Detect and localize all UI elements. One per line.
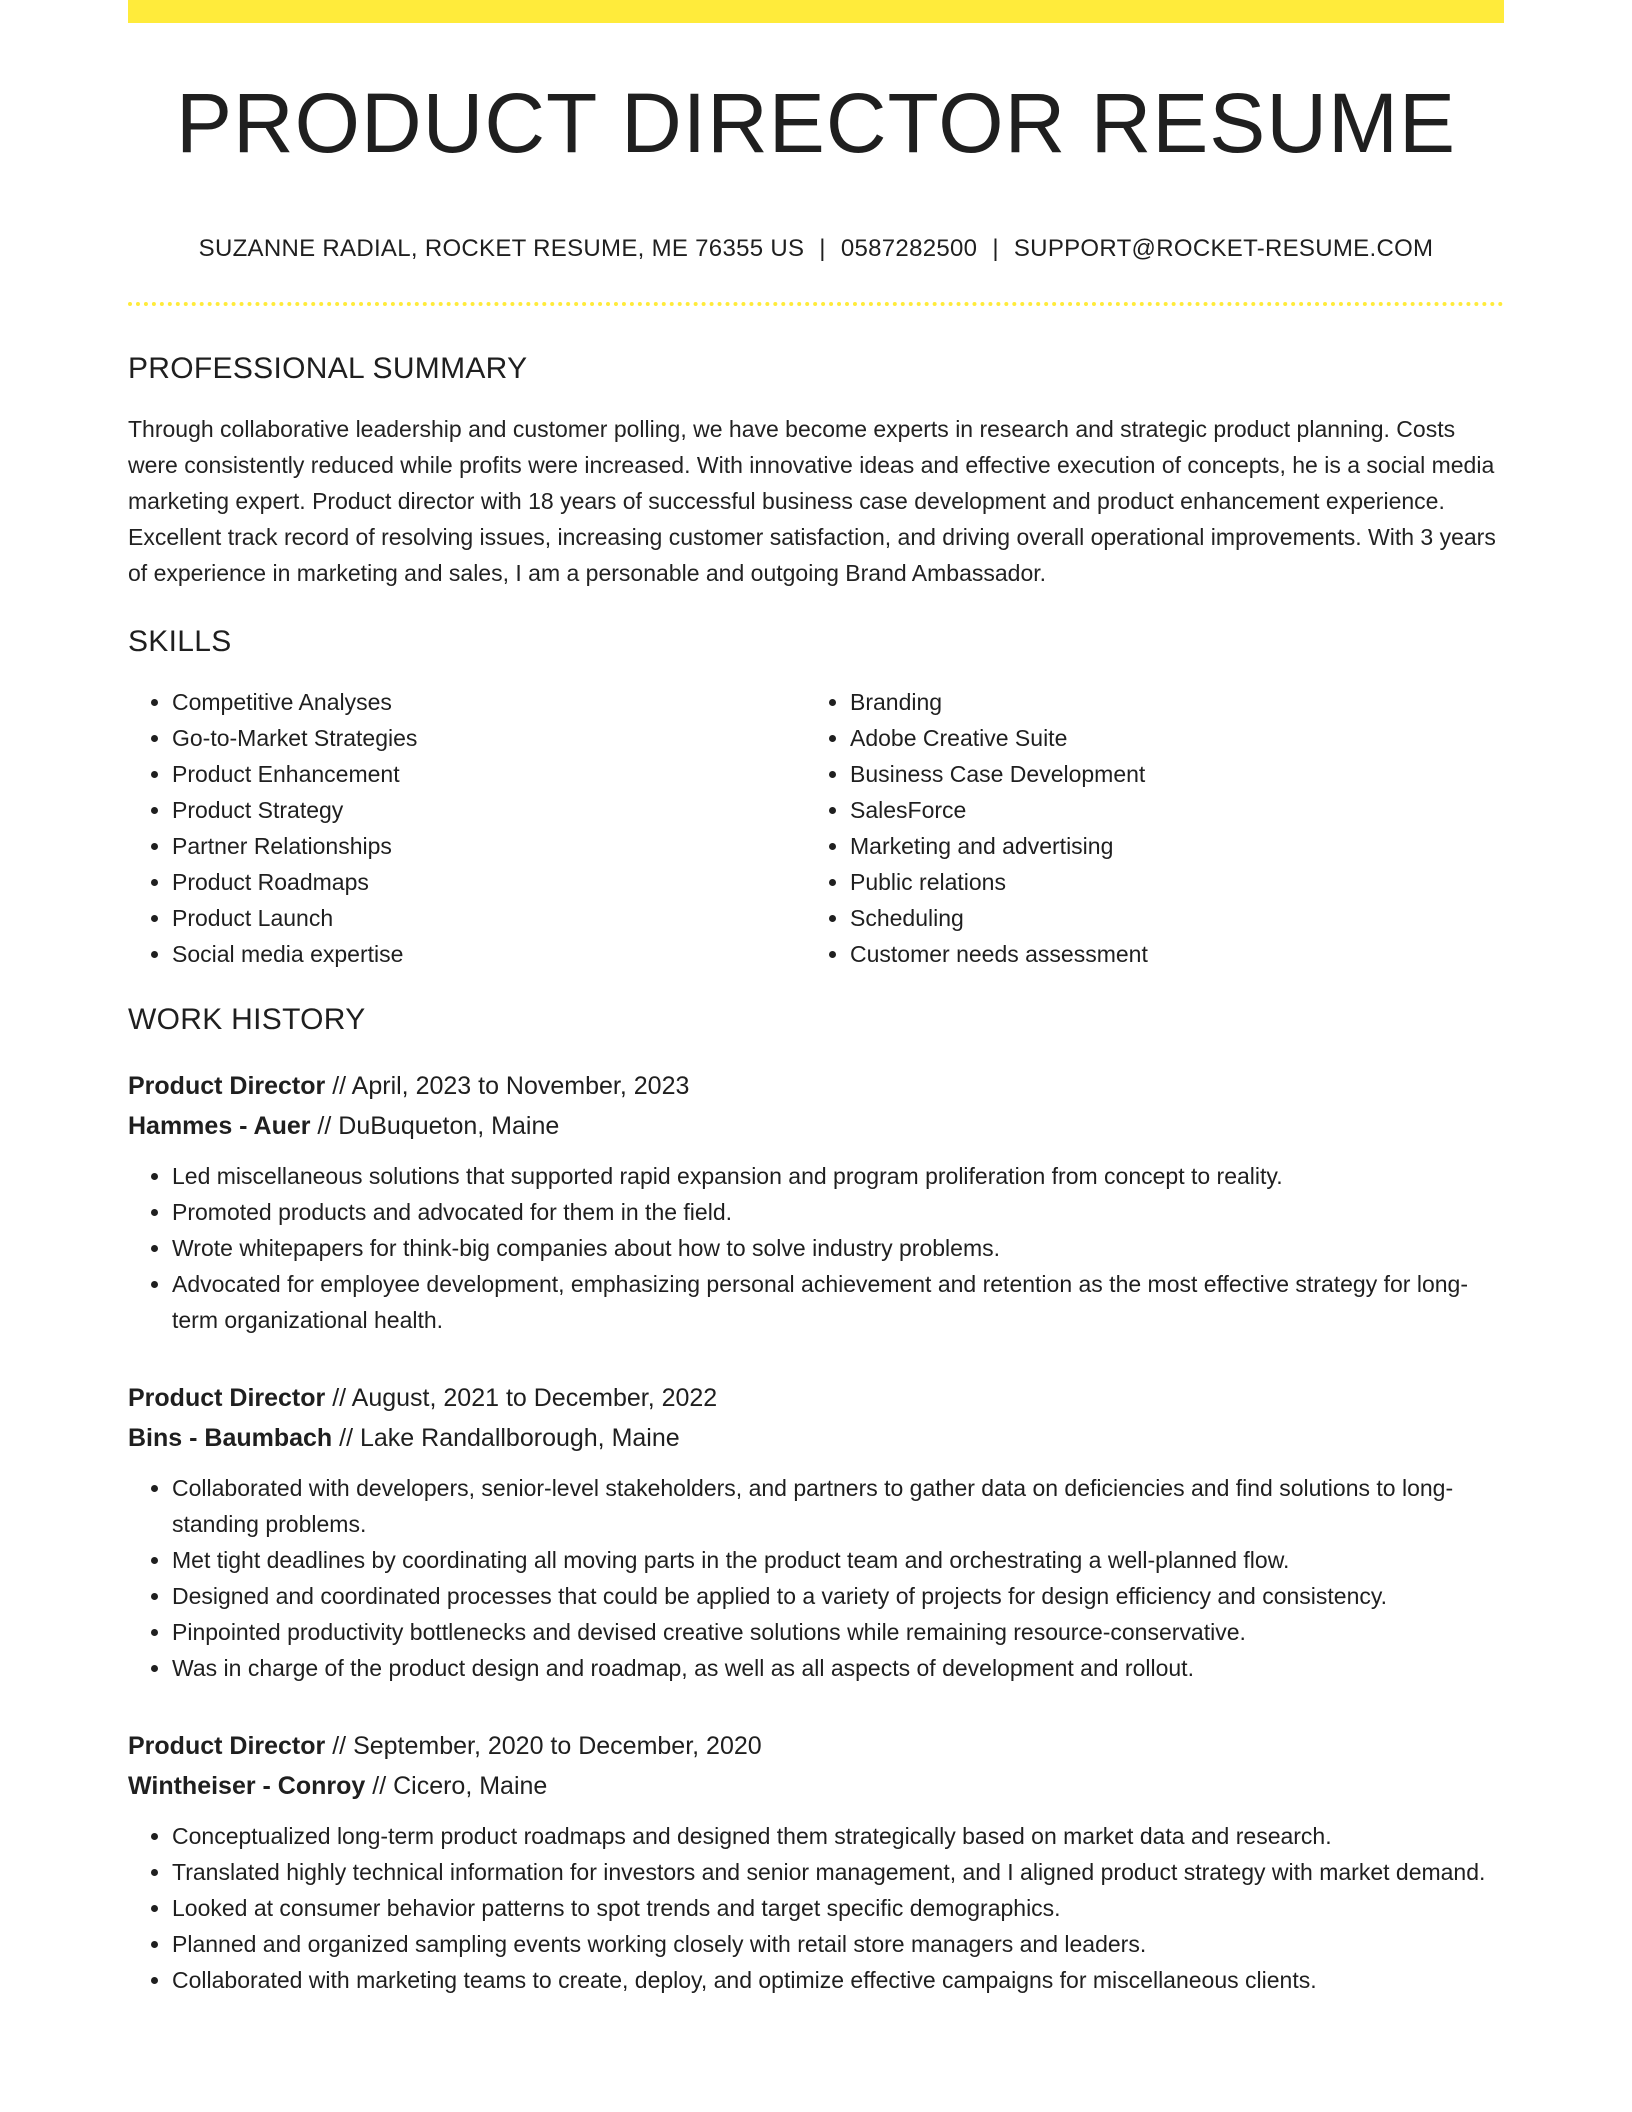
job-entry [128,1378,1504,1686]
skill-item: • Adobe Creative Suite [850,720,1484,756]
skills-grid [128,684,1504,972]
job-bullet-list [128,1470,1504,1686]
skills-heading: SKILLS [128,624,232,658]
skill-item: • Partner Relationships [172,828,806,864]
job-bullet: • Translated highly technical information for investors and senior management, and I aligned product strategy with market demand. [172,1854,1504,1890]
job-bullet: • Met tight deadlines by coordinating all moving parts in the product team and orchestrating a well-planned flow. [172,1542,1504,1578]
job-company-line [128,1766,1504,1806]
job-company: Bins - Baumbach [128,1423,333,1452]
work-history-heading: WORK HISTORY [128,1002,366,1036]
job-separator: // [310,1111,339,1140]
job-company: Wintheiser - Conroy [128,1771,366,1800]
job-dates: September, 2020 to December, 2020 [353,1731,762,1760]
skill-item: • Marketing and advertising [850,828,1484,864]
job-company-line [128,1418,1504,1458]
skill-item: • SalesForce [850,792,1484,828]
summary-text: Through collaborative leadership and customer polling, we have become experts in research and strategic product planning. Costs were consistently reduced while profits were increased. With innovative ideas and effective execution of concepts, he is a social media marketing expert. Product director with 18 years of successful business case development and product enhancement experience. Excellent track record of resolving issues, increasing customer satisfaction, and driving overall operational improvements. With 3 years of experience in marketing and sales, I am a personable and outgoing Brand Ambassador. [128,415,1496,586]
contact-separator: | [819,235,826,262]
job-separator: // [332,1423,360,1452]
skill-item: • Product Launch [172,900,806,936]
job-entry [128,1066,1504,1338]
job-dates: August, 2021 to December, 2022 [351,1383,718,1412]
contact-phone: 0587282500 [840,235,978,262]
job-bullet-list [128,1158,1504,1338]
skill-item: • Customer needs assessment [850,936,1484,972]
skill-item: • Scheduling [850,900,1484,936]
contact-address: SUZANNE RADIAL, ROCKET RESUME, ME 76355 US [198,235,805,262]
skill-item: • Product Enhancement [172,756,806,792]
job-separator: // [365,1771,394,1800]
job-bullet: • Advocated for employee development, emphasizing personal achievement and retention as the most effective strategy for long-term organizational health. [172,1266,1504,1338]
skill-item: • Product Roadmaps [172,864,806,900]
summary-heading: PROFESSIONAL SUMMARY [128,351,528,385]
job-bullet: • Wrote whitepapers for think-big companies about how to solve industry problems. [172,1230,1504,1266]
job-location: Lake Randallborough, Maine [360,1423,680,1452]
skill-item: • Social media expertise [172,936,806,972]
job-separator: // [325,1383,352,1412]
contact-line [128,235,1504,264]
contact-separator: | [992,235,999,262]
job-bullet: • Pinpointed productivity bottlenecks and devised creative solutions while remaining resource-conservative. [172,1614,1504,1650]
job-bullet: • Conceptualized long-term product roadmaps and designed them strategically based on market data and research. [172,1818,1504,1854]
contact-email: SUPPORT@ROCKET-RESUME.COM [1013,235,1434,262]
job-bullet: • Led miscellaneous solutions that supported rapid expansion and program proliferation from concept to reality. [172,1158,1504,1194]
job-title-line [128,1726,1504,1766]
job-separator: // [325,1731,354,1760]
job-title: Product Director [128,1383,326,1412]
job-bullet: • Promoted products and advocated for them in the field. [172,1194,1504,1230]
resume-title: PRODUCT DIRECTOR RESUME [175,76,1456,170]
job-bullet: • Collaborated with developers, senior-level stakeholders, and partners to gather data on deficiencies and find solutions to long-standing problems. [172,1470,1504,1542]
skill-item: • Competitive Analyses [172,684,806,720]
skill-item: • Branding [850,684,1484,720]
job-bullet: • Collaborated with marketing teams to create, deploy, and optimize effective campaigns for miscellaneous clients. [172,1962,1504,1998]
resume-page [128,0,1504,1998]
skills-list-right [806,684,1484,972]
job-title-line [128,1066,1504,1106]
job-entry [128,1726,1504,1998]
job-separator: // [325,1071,352,1100]
top-accent-bar [128,0,1504,23]
job-bullet: • Designed and coordinated processes that could be applied to a variety of projects for design efficiency and consistency. [172,1578,1504,1614]
job-title: Product Director [128,1731,326,1760]
skill-item: • Go-to-Market Strategies [172,720,806,756]
job-bullet: • Planned and organized sampling events working closely with retail store managers and leaders. [172,1926,1504,1962]
job-bullet: • Looked at consumer behavior patterns to spot trends and target specific demographics. [172,1890,1504,1926]
job-title: Product Director [128,1071,326,1100]
job-bullet: • Was in charge of the product design and roadmap, as well as all aspects of development and rollout. [172,1650,1504,1686]
skills-list-left [128,684,806,972]
job-bullet-list [128,1818,1504,1998]
skill-item: • Product Strategy [172,792,806,828]
skill-item: • Business Case Development [850,756,1484,792]
skill-item: • Public relations [850,864,1484,900]
header-divider [128,302,1504,306]
job-company-line [128,1106,1504,1146]
job-title-line [128,1378,1504,1418]
job-dates: April, 2023 to November, 2023 [351,1071,690,1100]
job-location: Cicero, Maine [393,1771,548,1800]
job-company: Hammes - Auer [128,1111,311,1140]
job-location: DuBuqueton, Maine [338,1111,560,1140]
